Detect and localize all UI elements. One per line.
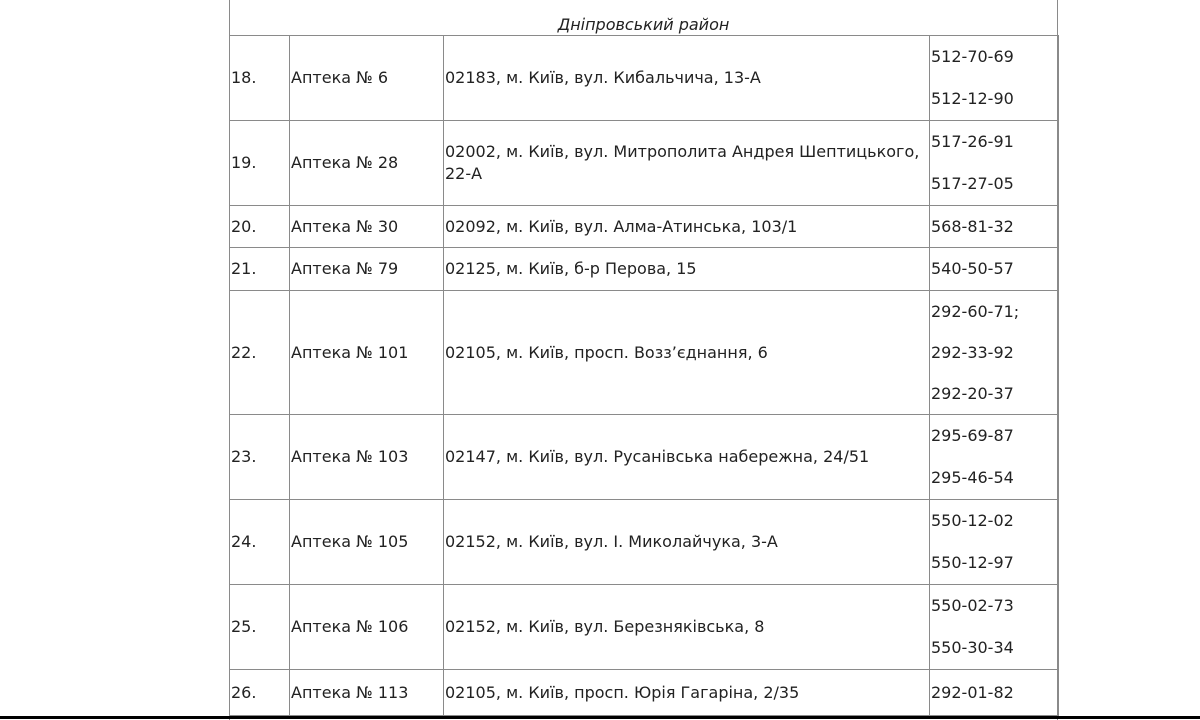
pharmacy-address: 02105, м. Київ, просп. Возз’єднання, 6	[444, 291, 930, 415]
row-number: 21.	[230, 248, 290, 291]
row-number: 25.	[230, 585, 290, 670]
table-row	[230, 206, 1059, 248]
row-number: 18.	[230, 36, 290, 121]
phone-number: 568-81-32	[931, 216, 1014, 236]
pharmacy-table	[229, 35, 1059, 716]
pharmacy-address: 02002, м. Київ, вул. Митрополита Андрея Шептицького, 22-А	[444, 121, 930, 206]
pharmacy-address: 02183, м. Київ, вул. Кибальчича, 13-А	[444, 36, 930, 121]
phone-number: 292-01-82	[931, 682, 1014, 702]
phone-numbers	[930, 670, 1059, 716]
pharmacy-address: 02092, м. Київ, вул. Алма-Атинська, 103/1	[444, 206, 930, 248]
pharmacy-name: Аптека № 6	[290, 36, 444, 121]
phone-number: 517-26-91	[931, 132, 1014, 151]
table-row	[230, 670, 1059, 716]
phone-numbers	[930, 248, 1059, 291]
pharmacy-address: 02125, м. Київ, б-р Перова, 15	[444, 248, 930, 291]
table-row	[230, 36, 1059, 121]
phone-numbers	[930, 291, 1059, 415]
table-row	[230, 500, 1059, 585]
row-number: 26.	[230, 670, 290, 716]
row-number: 22.	[230, 291, 290, 415]
phone-number: 512-12-90	[931, 89, 1014, 108]
phone-number: 550-12-97	[931, 553, 1014, 572]
phone-number: 540-50-57	[931, 259, 1014, 278]
row-number: 20.	[230, 206, 290, 248]
pharmacy-name: Аптека № 103	[290, 415, 444, 500]
phone-number: 292-60-71;	[931, 302, 1020, 321]
table-row	[230, 121, 1059, 206]
pharmacy-name: Аптека № 101	[290, 291, 444, 415]
phone-numbers	[930, 415, 1059, 500]
pharmacy-name: Аптека № 79	[290, 248, 444, 291]
pharmacy-address: 02105, м. Київ, просп. Юрія Гагаріна, 2/35	[444, 670, 930, 716]
phone-numbers	[930, 206, 1059, 248]
row-number: 19.	[230, 121, 290, 206]
pharmacy-address: 02152, м. Київ, вул. Березняківська, 8	[444, 585, 930, 670]
pharmacy-name: Аптека № 105	[290, 500, 444, 585]
pharmacy-name: Аптека № 113	[290, 670, 444, 716]
phone-number: 295-69-87	[931, 426, 1014, 445]
table-row	[230, 248, 1059, 291]
row-number: 23.	[230, 415, 290, 500]
phone-number: 550-12-02	[931, 511, 1014, 530]
table-row	[230, 291, 1059, 415]
phone-numbers	[930, 500, 1059, 585]
phone-number: 550-30-34	[931, 638, 1014, 657]
phone-number: 292-20-37	[931, 384, 1014, 403]
phone-number: 292-33-92	[931, 343, 1014, 362]
phone-numbers	[930, 585, 1059, 670]
pharmacy-address: 02147, м. Київ, вул. Русанівська набережна, 24/51	[444, 415, 930, 500]
section-title: Дніпровський район	[230, 8, 1057, 36]
phone-number: 517-27-05	[931, 174, 1014, 193]
table-row	[230, 585, 1059, 670]
phone-numbers	[930, 121, 1059, 206]
phone-number: 295-46-54	[931, 468, 1014, 487]
pharmacy-name: Аптека № 106	[290, 585, 444, 670]
table-row	[230, 415, 1059, 500]
row-number: 24.	[230, 500, 290, 585]
pharmacy-name: Аптека № 28	[290, 121, 444, 206]
phone-number: 512-70-69	[931, 47, 1014, 66]
phone-numbers	[930, 36, 1059, 121]
pharmacy-address: 02152, м. Київ, вул. І. Миколайчука, 3-А	[444, 500, 930, 585]
phone-number: 550-02-73	[931, 596, 1014, 615]
pharmacy-name: Аптека № 30	[290, 206, 444, 248]
